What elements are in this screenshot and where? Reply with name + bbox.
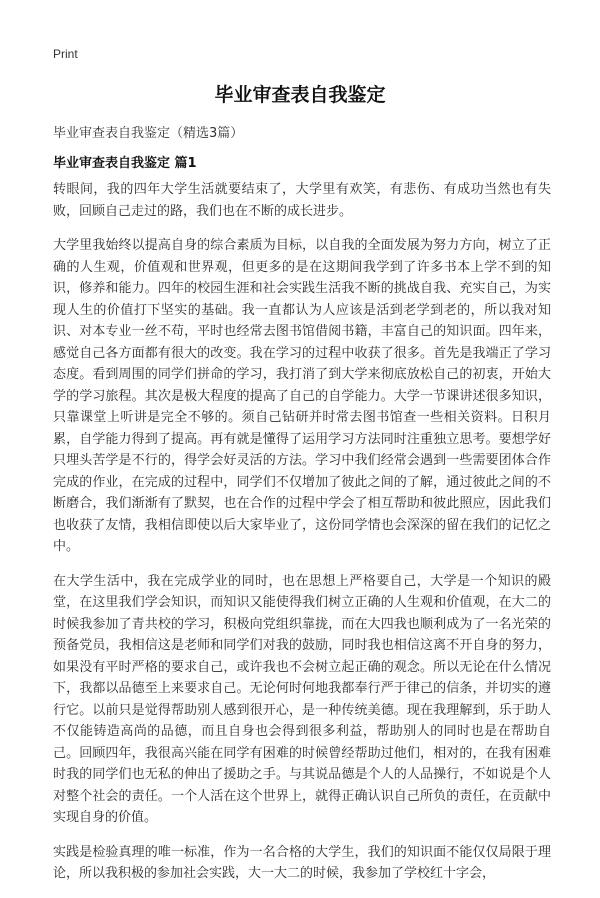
paragraph-practice: 实践是检验真理的唯一标准，作为一名合格的大学生，我们的知识面不能仅仅局限于理论，所以我积极的参加社会实践，大一大二的时候，我参加了学校红十字会， <box>53 844 551 881</box>
paragraph-intro: 转眼间，我的四年大学生活就要结束了，大学里有欢笑，有悲伤、有成功当然也有失败，回顾自己走过的路，我们也在不断的成长进步。 <box>53 182 551 219</box>
print-link[interactable]: Print <box>53 47 78 61</box>
article-body <box>53 179 551 898</box>
page-title: 毕业审查表自我鉴定 <box>214 84 386 106</box>
document-subtitle: 毕业审查表自我鉴定（精选3篇） <box>53 126 244 141</box>
section-heading: 毕业审查表自我鉴定 篇1 <box>53 156 197 171</box>
paragraph-study: 大学里我始终以提高自身的综合素质为目标，以自我的全面发展为努力方向，树立了正确的人生观，价值观和世界观，但更多的是在这期间我学到了许多书本上学不到的知识，修养和能力。四年的校园生涯和社会实践生活我不断的挑战自我、充实自己，为实现人生的价值打下坚实的基础。我一直都认为人应该是活到老学到老的，所以我对知识、对本专业一丝不苟，平时也经常去图书馆借阅书籍，丰富自己的知识面。四年来，感觉自己各方面都有很大的改变。我在学习的过程中收获了很多。首先是我端正了学习态度。看到周围的同学们拼命的学习，我打消了到大学来彻底放松自己的初衷，开始大学的学习旅程。其次是极大程度的提高了自己的自学能力。大学一节课讲述很多知识，只靠课堂上听讲是完全不够的。须自己钻研并时常去图书馆查一些相关资料。日积月累，自学能力得到了提高。再有就是懂得了运用学习方法同时注重独立思考。要想学好只埋头苦学是不行的，得学会好灵活的方法。学习中我们经常会遇到一些需要团体合作完成的作业，在完成的过程中，同学们不仅增加了彼此之间的了解，通过彼此之间的不断磨合，我们渐渐有了默契，也在合作的过程中学会了相互帮助和彼此照应，因此我们也收获了友情，我相信即使以后大家毕业了，这份同学情也会深深的留在我们的记忆之中。 <box>53 238 551 554</box>
paragraph-character: 在大学生活中，我在完成学业的同时，也在思想上严格要自己，大学是一个知识的殿堂，在这里我们学会知识，而知识又能使得我们树立正确的人生观和价值观，在大二的时候我参加了青共校的学习，积极向党组织靠拢，而在大四我也顺利成为了一名光荣的预备党员，我相信这是老师和同学们对我的鼓励，同时我也相信这离不开自身的努力，如果没有平时严格的要求自己，或许我也不会树立起正确的观念。所以无论在什么情况下，我都以品德至上来要求自己。无论何时何地我都奉行严于律己的信条，并切实的遵行它。以前只是觉得帮助别人感到很开心，是一种传统美德。现在我理解到，乐于助人不仅能铸造高尚的品德，而且自身也会得到很多利益，帮助别人的同时也是在帮助自己。回顾四年，我很高兴能在同学有困难的时候曾经帮助过他们，相对的，在我有困难时我的同学们也无私的伸出了援助之手。与其说品德是个人的人品操行，不如说是个人对整个社会的责任。一个人活在这个世界上，就得正确认识自己所负的责任，在贡献中实现自身的价值。 <box>53 573 551 825</box>
